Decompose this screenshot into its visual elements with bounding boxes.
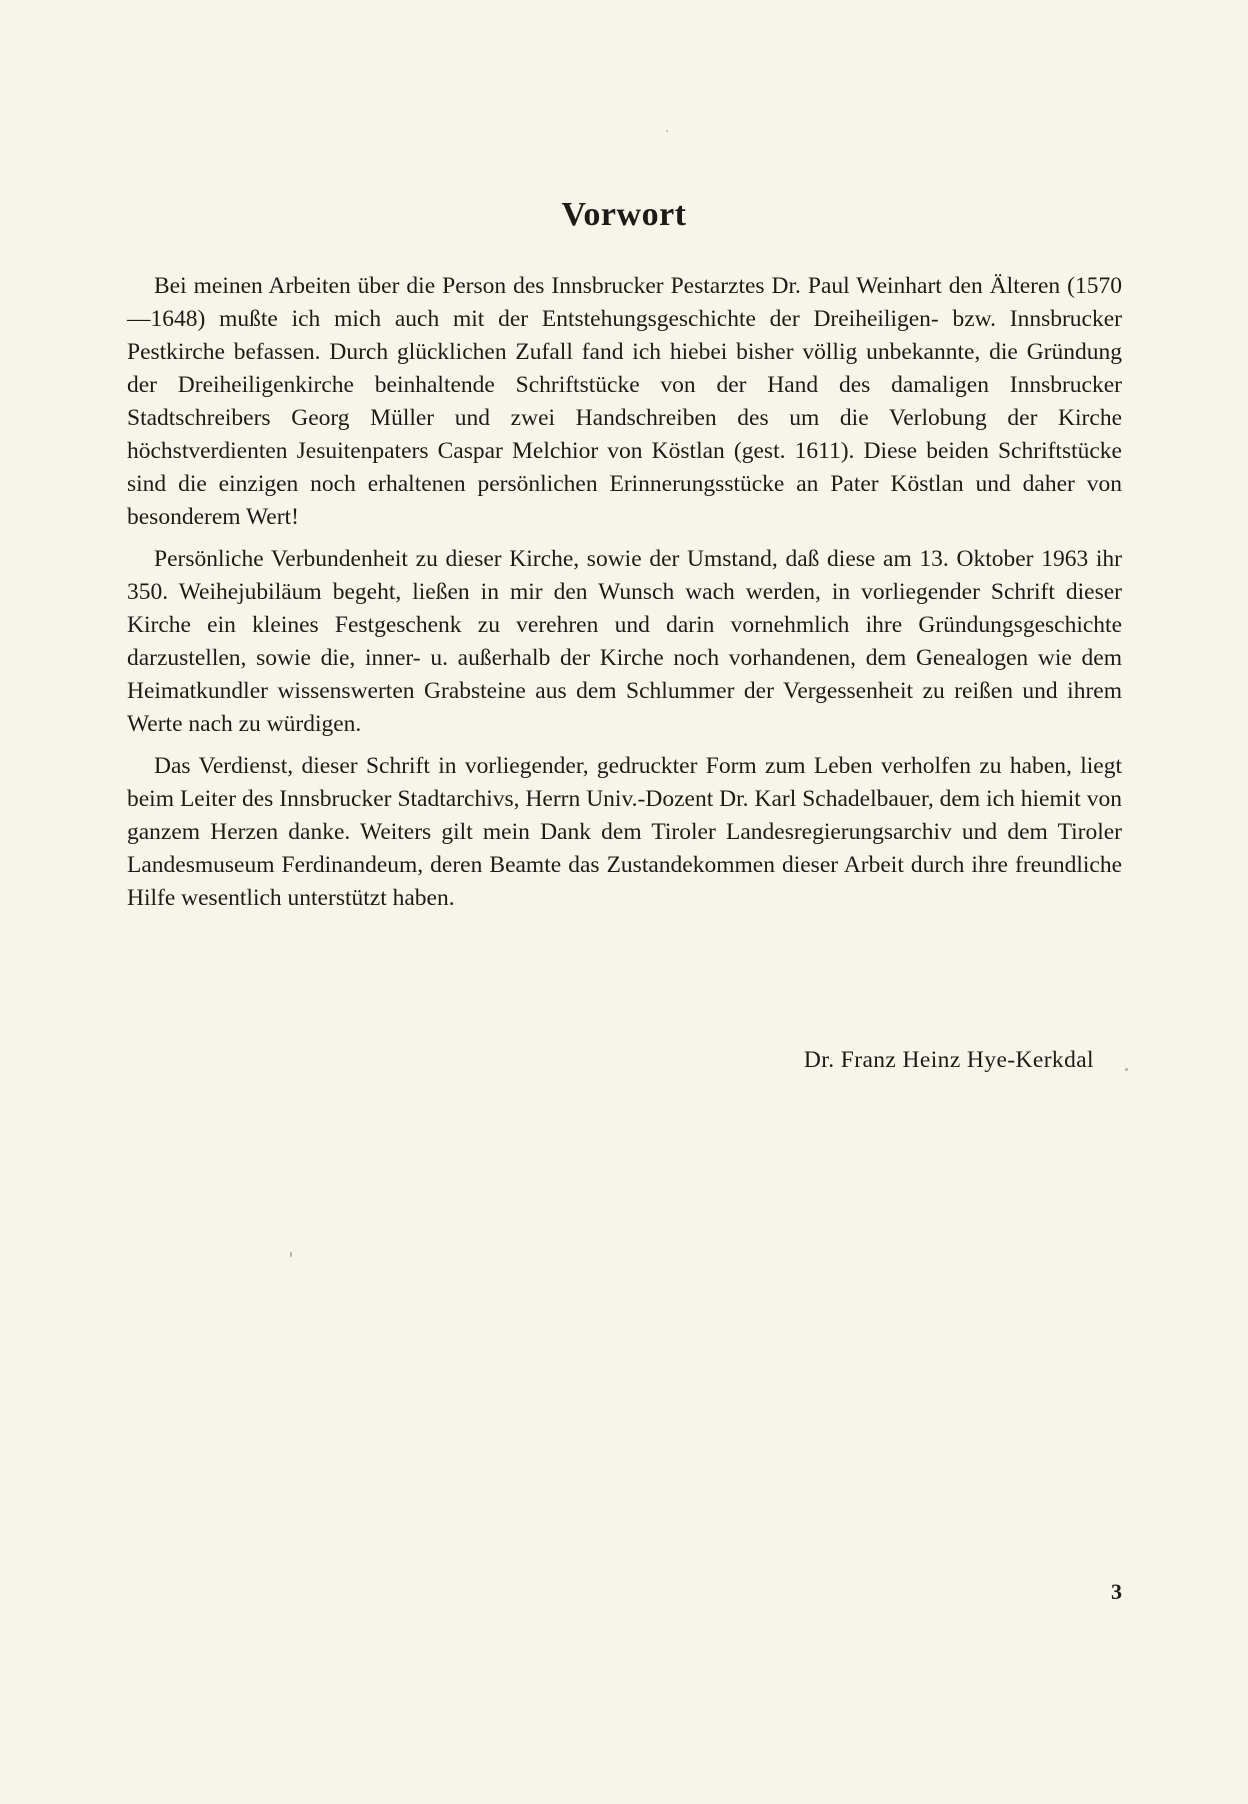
paper-speck	[1125, 1068, 1128, 1071]
paragraph-2: Persönliche Verbundenheit zu dieser Kirche, sowie der Umstand, daß diese am 13. Oktober 1963 ihr 350. Weihejubiläum begeht, ließen in mir den Wunsch wach werden, in vorliegender Schrift dieser Kirche ein kleines Festgeschenk zu verehren und darin vornehmlich ihre Gründungsgeschichte darzustellen, sowie die, inner- u. außerhalb der Kirche noch vorhandenen, dem Genealogen wie dem Heimatkundler wissenswerten Grabsteine aus dem Schlummer der Vergessenheit zu reißen und ihrem Werte nach zu würdigen.	[127, 546, 1122, 737]
paper-speck	[666, 130, 668, 132]
paragraph-1: Bei meinen Arbeiten über die Person des Innsbrucker Pestarztes Dr. Paul Weinhart den Älteren (1570—1648) mußte ich mich auch mit der Entstehungsgeschichte der Dreiheiligen- bzw. Innsbrucker Pestkirche befassen. Durch glücklichen Zufall fand ich hiebei bisher völlig unbekannte, die Gründung der Dreiheiligenkirche beinhaltende Schriftstücke von der Hand des damaligen Innsbrucker Stadtschreibers Georg Müller und zwei Handschreiben des um die Verlobung der Kirche höchstverdienten Jesuitenpaters Caspar Melchior von Köstlan (gest. 1611). Diese beiden Schriftstücke sind die einzigen noch erhaltenen persönlichen Erinnerungsstücke an Pater Köstlan und daher von besonderem Wert!	[127, 273, 1122, 530]
preface-body	[127, 270, 1122, 924]
paragraph-3: Das Verdienst, dieser Schrift in vorliegender, gedruckter Form zum Leben verholfen zu haben, liegt beim Leiter des Innsbrucker Stadtarchivs, Herrn Univ.-Dozent Dr. Karl Schadelbauer, dem ich hiemit von ganzem Herzen danke. Weiters gilt mein Dank dem Tiroler Landesregierungsarchiv und dem Tiroler Landesmuseum Ferdinandeum, deren Beamte das Zustandekommen dieser Arbeit durch ihre freundliche Hilfe wesentlich unterstützt haben.	[127, 753, 1122, 911]
page-title: Vorwort	[561, 196, 687, 233]
paper-speck	[290, 1252, 292, 1257]
author-signature: Dr. Franz Heinz Hye-Kerkdal	[803, 1047, 1094, 1073]
page-number: 3	[1111, 1579, 1122, 1604]
